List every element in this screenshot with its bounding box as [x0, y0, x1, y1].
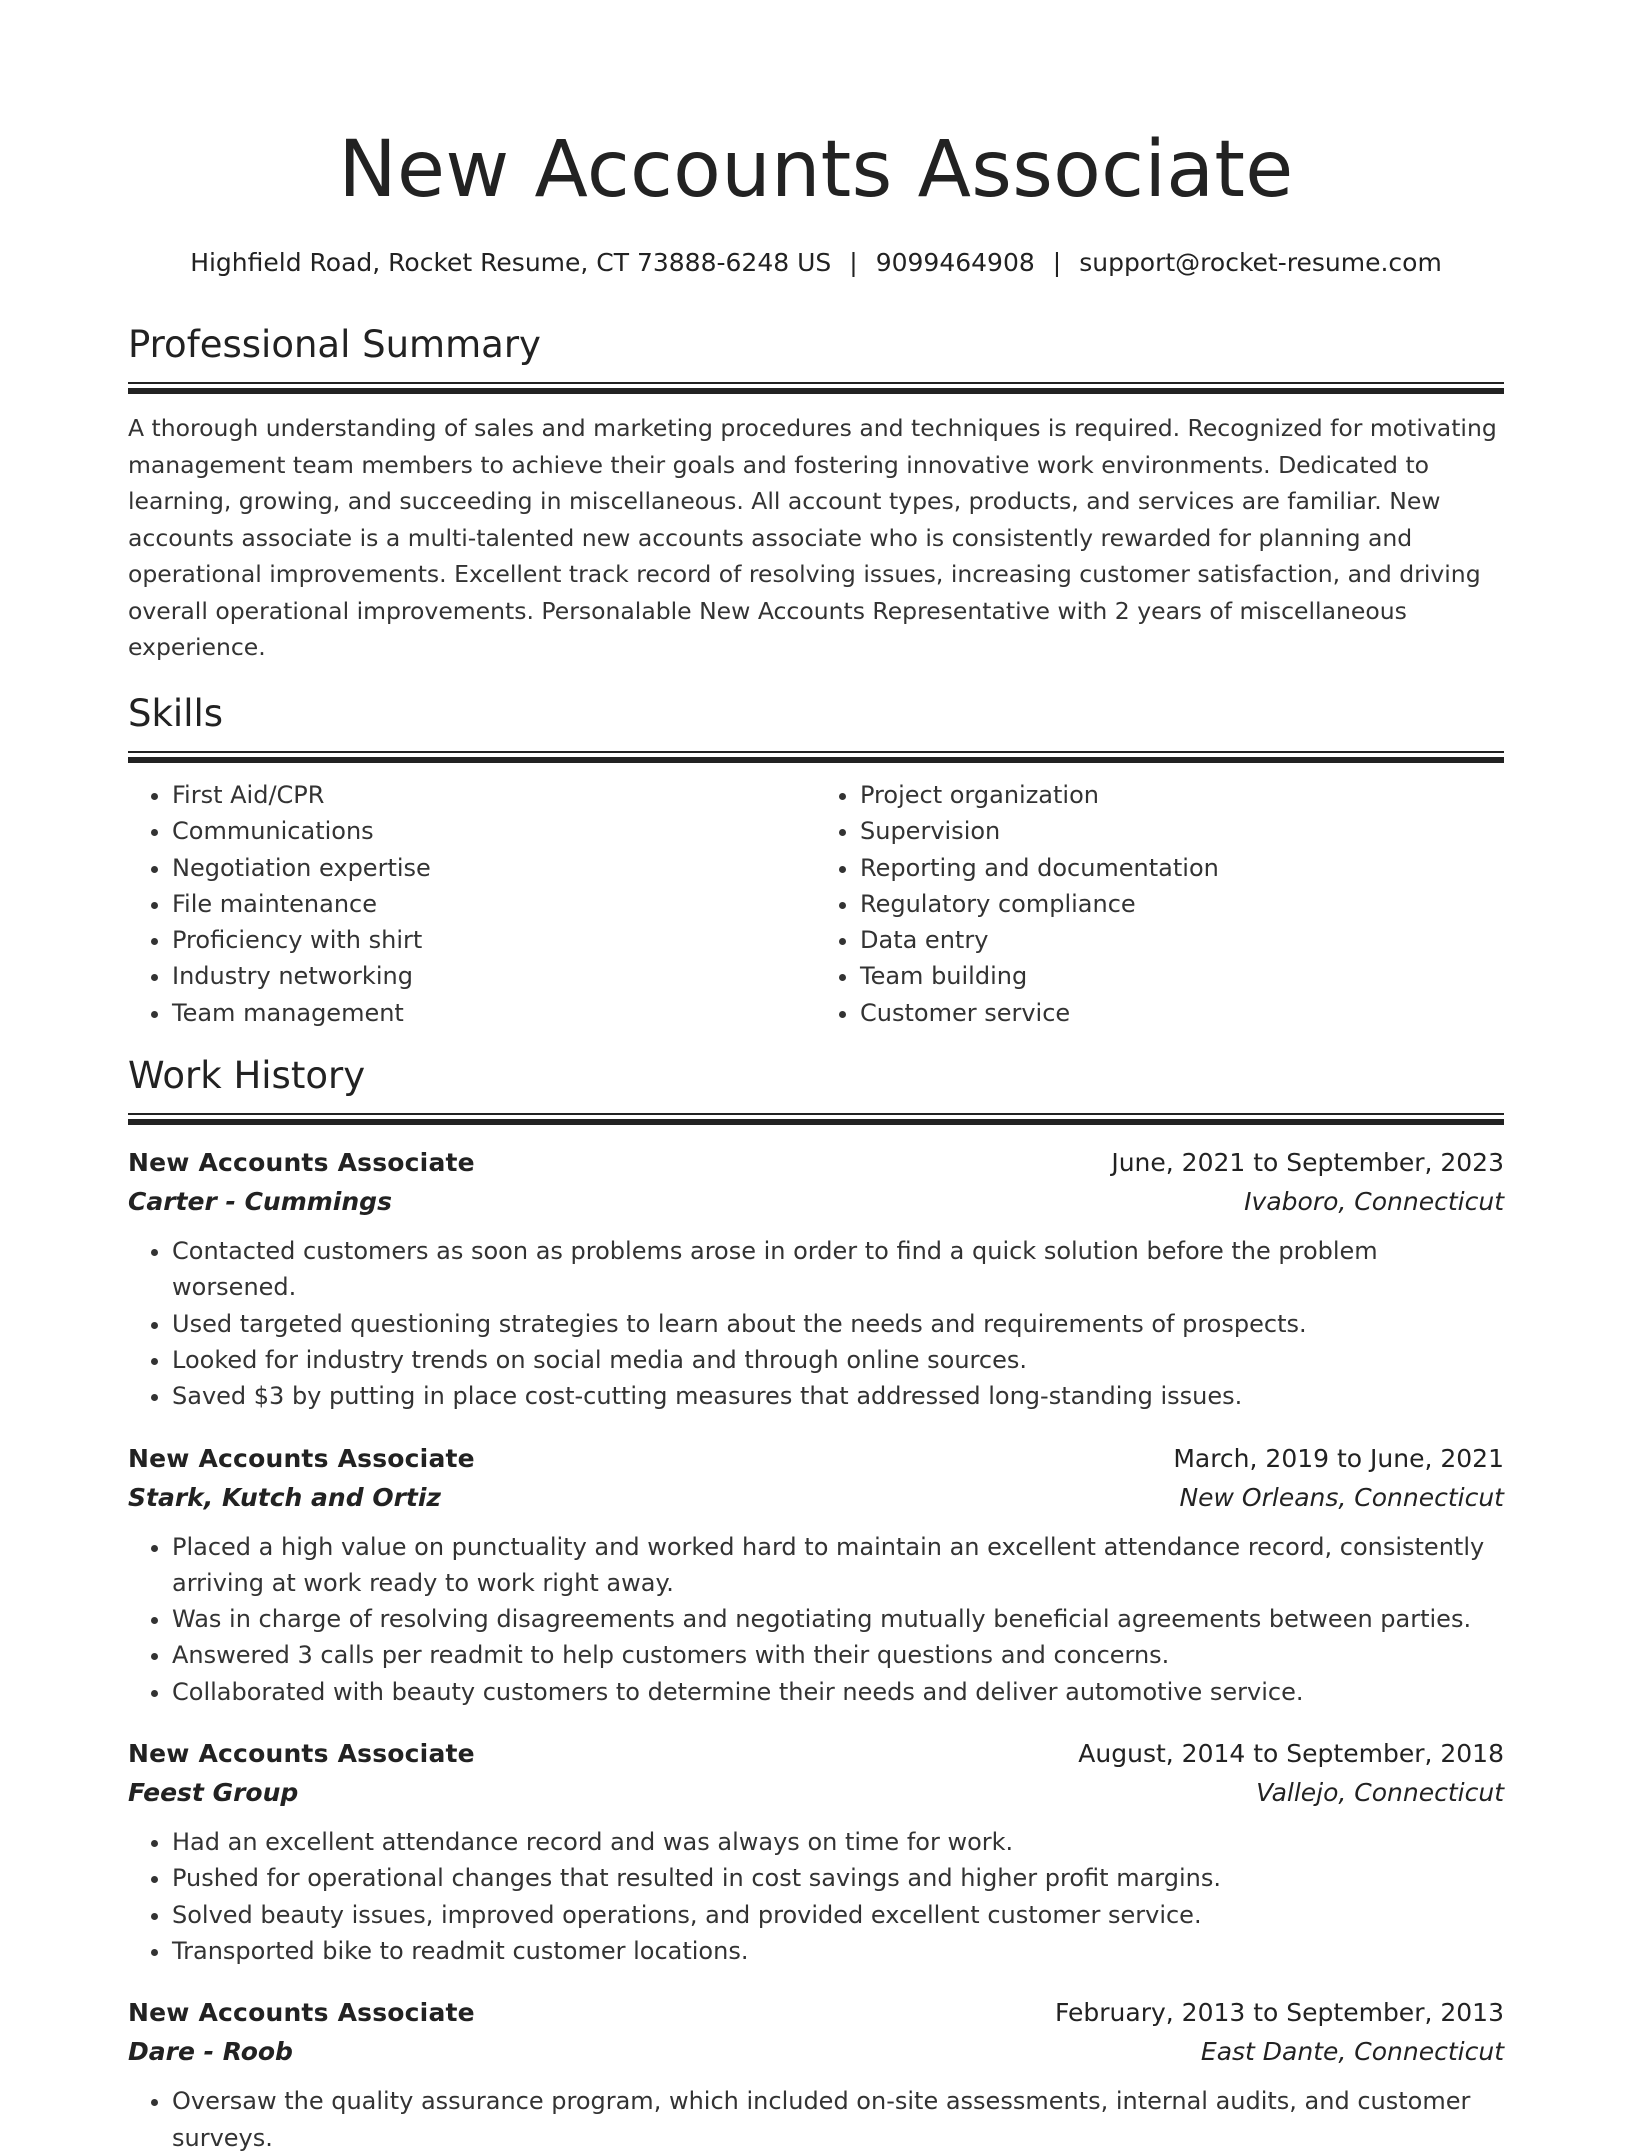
job-entry — [128, 1734, 1504, 1969]
job-bullet: • Oversaw the quality assurance program, which included on-site assessments, internal audits, and customer surveys. — [172, 2083, 1504, 2156]
skill-item: • Communications — [172, 813, 816, 849]
contact-separator: | — [1052, 248, 1062, 277]
work-history-section — [128, 1051, 1504, 2156]
job-title: New Accounts Associate — [128, 1148, 475, 1178]
job-bullet: • Answered 3 calls per readmit to help customers with their questions and concerns. — [172, 1637, 1504, 1673]
job-dates: March, 2019 to June, 2021 — [1173, 1443, 1504, 1473]
job-bullet: • Contacted customers as soon as problems arose in order to find a quick solution before the problem worsened. — [172, 1233, 1504, 1306]
job-company: Carter - Cummings — [128, 1187, 392, 1217]
job-company: Stark, Kutch and Ortiz — [128, 1482, 441, 1512]
job-bullet: • Collaborated with beauty customers to determine their needs and deliver automotive service. — [172, 1674, 1504, 1710]
job-bullet: • Solved beauty issues, improved operations, and provided excellent customer service. — [172, 1897, 1504, 1933]
skill-item: • Project organization — [860, 777, 1504, 813]
skill-item: • Data entry — [860, 922, 1504, 958]
candidate-name: New Accounts Associate — [338, 125, 1294, 215]
job-location: Vallejo, Connecticut — [1256, 1778, 1504, 1808]
skill-item: • Team building — [860, 958, 1504, 994]
job-company-row — [128, 1182, 1504, 1221]
job-location: Ivaboro, Connecticut — [1244, 1187, 1504, 1217]
job-bullet: • Looked for industry trends on social media and through online sources. — [172, 1342, 1504, 1378]
summary-text: A thorough understanding of sales and marketing procedures and techniques is required. Recognized for motivating management team members to achieve their goals and fostering innovative work environments. Dedicated to learning, growing, and succeeding in miscellaneous. All account types, products, and services are familiar. New accounts associate is a multi-talented new accounts associate who is consistently rewarded for planning and operational improvements. Excellent track record of resolving issues, increasing customer satisfaction, and driving overall operational improvements. Personalable New Accounts Representative with 2 years of miscellaneous experience. — [128, 414, 1497, 661]
contact-line — [128, 246, 1504, 280]
job-bullets — [128, 1824, 1504, 1969]
job-company-row — [128, 1773, 1504, 1812]
section-title-skills: Skills — [128, 692, 224, 735]
job-bullet: • Pushed for operational changes that resulted in cost savings and higher profit margins. — [172, 1860, 1504, 1896]
job-bullet: • Had an excellent attendance record and was always on time for work. — [172, 1824, 1504, 1860]
skill-item: • Industry networking — [172, 958, 816, 994]
job-header-row — [128, 1993, 1504, 2032]
contact-separator: | — [849, 248, 858, 277]
job-company-row — [128, 1478, 1504, 1517]
section-divider — [128, 751, 1504, 763]
skill-item: • Reporting and documentation — [860, 850, 1504, 886]
skills-list-right — [816, 777, 1504, 1031]
section-divider — [128, 1113, 1504, 1125]
section-title-summary: Professional Summary — [128, 323, 541, 366]
job-title: New Accounts Associate — [128, 1998, 475, 2028]
job-bullet: • Transported bike to readmit customer locations. — [172, 1933, 1504, 1969]
contact-email: support@rocket-resume.com — [1079, 248, 1442, 277]
section-divider — [128, 382, 1504, 394]
job-dates: February, 2013 to September, 2013 — [1055, 1998, 1504, 2028]
skill-item: • Customer service — [860, 995, 1504, 1031]
skill-item: • Proficiency with shirt — [172, 922, 816, 958]
job-entry — [128, 1993, 1504, 2156]
job-title: New Accounts Associate — [128, 1443, 475, 1473]
skill-item: • Regulatory compliance — [860, 886, 1504, 922]
contact-phone: 9099464908 — [875, 248, 1035, 277]
job-bullets — [128, 1529, 1504, 1710]
skill-item: • Team management — [172, 995, 816, 1031]
skill-item: • File maintenance — [172, 886, 816, 922]
job-bullets — [128, 1233, 1504, 1414]
skill-item: • Negotiation expertise — [172, 850, 816, 886]
job-entry — [128, 1439, 1504, 1710]
skill-item: • First Aid/CPR — [172, 777, 816, 813]
job-header-row — [128, 1439, 1504, 1478]
job-company-row — [128, 2032, 1504, 2071]
job-dates: August, 2014 to September, 2018 — [1078, 1739, 1504, 1769]
job-entry — [128, 1143, 1504, 1414]
job-bullet: • Used targeted questioning strategies to learn about the needs and requirements of prospects. — [172, 1306, 1504, 1342]
professional-summary-section — [128, 320, 1504, 666]
job-company: Feest Group — [128, 1778, 299, 1808]
job-bullet: • Was in charge of resolving disagreements and negotiating mutually beneficial agreements between parties. — [172, 1601, 1504, 1637]
job-dates: June, 2021 to September, 2023 — [1111, 1148, 1504, 1178]
job-company: Dare - Roob — [128, 2037, 293, 2067]
job-bullet: • Saved $3 by putting in place cost-cutting measures that addressed long-standing issues. — [172, 1378, 1504, 1414]
job-location: New Orleans, Connecticut — [1179, 1482, 1504, 1512]
contact-address: Highfield Road, Rocket Resume, CT 73888-6248 US — [190, 248, 832, 277]
job-header-row — [128, 1734, 1504, 1773]
resume-page — [128, 0, 1504, 2156]
skills-columns — [128, 777, 1504, 1031]
job-bullet: • Placed a high value on punctuality and worked hard to maintain an excellent attendance record, consistently arriving at work ready to work right away. — [172, 1529, 1504, 1602]
job-title: New Accounts Associate — [128, 1739, 475, 1769]
skills-list-left — [128, 777, 816, 1031]
skill-item: • Supervision — [860, 813, 1504, 849]
job-header-row — [128, 1143, 1504, 1182]
job-location: East Dante, Connecticut — [1200, 2037, 1504, 2067]
section-title-work-history: Work History — [128, 1054, 366, 1098]
job-bullets — [128, 2083, 1504, 2156]
skills-section — [128, 689, 1504, 1031]
